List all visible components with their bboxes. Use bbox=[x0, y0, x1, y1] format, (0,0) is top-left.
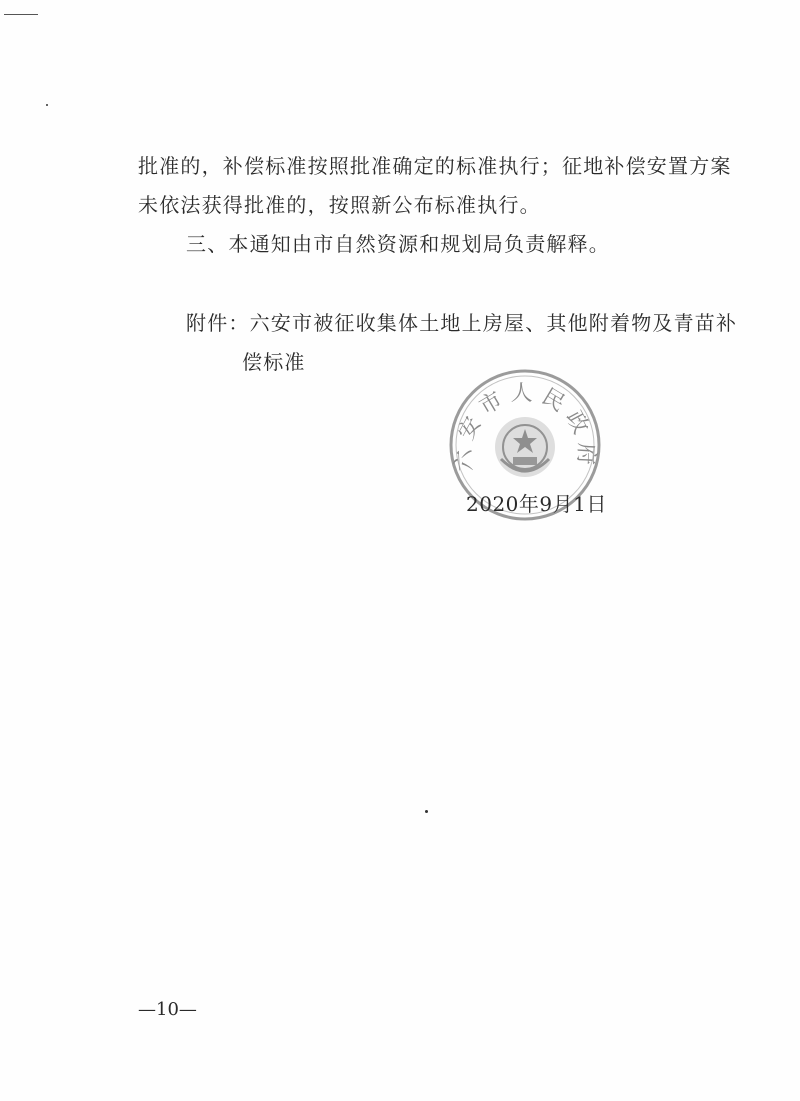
scan-speck bbox=[46, 104, 48, 106]
page-number: —10— bbox=[138, 999, 197, 1020]
attachment-line-continued: 偿标准 bbox=[242, 350, 306, 374]
signature-date: 2020年9月1日 bbox=[466, 492, 607, 516]
emblem-icon bbox=[495, 417, 555, 477]
paragraph-line: 批准的，补偿标准按照批准确定的标准执行；征地补偿安置方案 bbox=[138, 154, 732, 178]
paragraph-line: 三、本通知由市自然资源和规划局负责解释。 bbox=[186, 232, 610, 256]
paragraph-line: 未依法获得批准的，按照新公布标准执行。 bbox=[138, 193, 541, 217]
scan-corner-mark bbox=[4, 14, 38, 15]
svg-text:六安市人民政府: 六安市人民政府 bbox=[451, 381, 599, 473]
attachment-line: 附件：六安市被征收集体土地上房屋、其他附着物及青苗补 bbox=[186, 311, 738, 335]
scan-speck bbox=[425, 810, 428, 813]
